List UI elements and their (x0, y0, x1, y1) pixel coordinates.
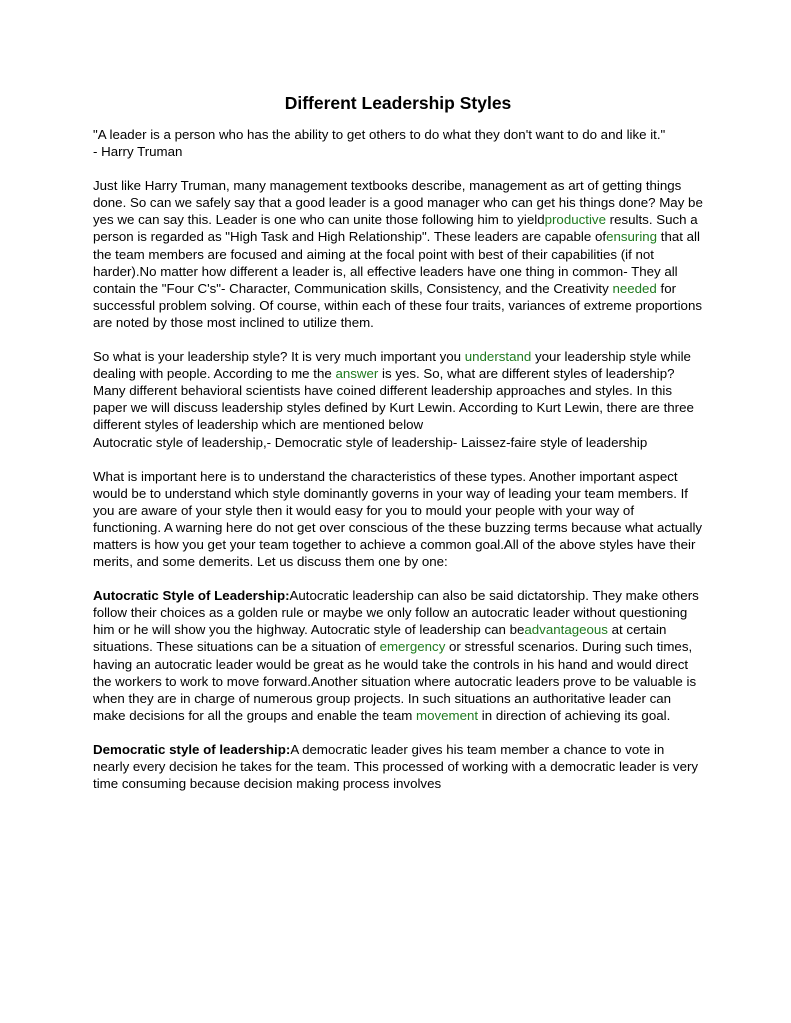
democratic-paragraph (93, 741, 703, 792)
styles-paragraph (93, 348, 703, 451)
link-productive[interactable]: productive (544, 212, 606, 228)
democratic-heading: Democratic style of leadership: (93, 741, 291, 757)
link-movement[interactable]: movement (416, 707, 479, 723)
document-title: Different Leadership Styles (284, 93, 512, 113)
quote-paragraph (93, 126, 703, 160)
text-run: at certain situations. These situations can be a situation of (93, 622, 667, 655)
autocratic-paragraph (93, 587, 703, 724)
text-run: Autocratic leadership can also be said dictatorship. They make others follow their choices as a golden rule or maybe we only follow an autocratic leader without questioning him or he will show you the highway. Autocratic style of leadership can be (93, 588, 699, 638)
text-run: for successful problem solving. Of course, within each of these four traits, variances of extreme proportions are noted by those most inclined to utilize them. (93, 280, 702, 330)
characteristics-paragraph: What is important here is to understand the characteristics of these types. Another important aspect would be to understand which style dominantly governs in your way of leading your team members. If you are aware of your style then it would easy for you to mould your people with your way of functioning. A warning here do not get over conscious of the these buzzing terms because what actually matters is how you get your team together to achieve a common goal.All of the above styles have their merits, and some demerits. Let us discuss them one by one: (93, 468, 703, 570)
text-run: your leadership style while dealing with people. According to me the (93, 349, 691, 382)
document-page (93, 92, 703, 809)
link-understand[interactable]: understand (464, 349, 532, 365)
styles-list-line: Autocratic style of leadership,- Democratic style of leadership- Laissez-faire style of leadership (93, 434, 648, 450)
link-emergency[interactable]: emergency (379, 639, 446, 655)
quote-author: - Harry Truman (93, 144, 183, 160)
text-run: in direction of achieving its goal. (478, 707, 671, 723)
link-ensuring[interactable]: ensuring (606, 229, 658, 245)
text-run: Just like Harry Truman, many management textbooks describe, management as art of getting things done. So can we safely say that a good leader is a good manager who can get his things done? May be yes we can say this. Leader is one who can unite those following him to yield (93, 178, 703, 228)
link-needed[interactable]: needed (612, 280, 657, 296)
text-run: or stressful scenarios. During such times, having an autocratic leader would be great as he would take the controls in his hand and would direct the workers to work to move forward.Another situation where autocratic leaders prove to be valuable is when they are in charge of numerous group projects. In such situations an authoritative leader can make decisions for all the groups and enable the team (93, 639, 697, 723)
quote-text: "A leader is a person who has the ability to get others to do what they don't want to do and like it." (93, 127, 666, 142)
text-run: A democratic leader gives his team member a chance to vote in nearly every decision he takes for the team. This processed of working with a democratic leader is very time consuming because decision making process involves (93, 741, 699, 792)
intro-paragraph (93, 177, 703, 331)
link-advantageous[interactable]: advantageous (524, 622, 608, 638)
link-answer[interactable]: answer (335, 366, 379, 382)
autocratic-heading: Autocratic Style of Leadership: (93, 588, 290, 604)
text-run: is yes. So, what are different styles of leadership? Many different behavioral scientists have coined different leadership approaches and styles. In this paper we will discuss leadership styles defined by Kurt Lewin. According to Kurt Lewin, there are three different styles of leadership which are mentioned below (93, 366, 694, 433)
text-run: results. Such a person is regarded as "High Task and High Relationship". These leaders are capable of (93, 212, 698, 245)
text-run: that all the team members are focused and aiming at the focal point with best of their capabilities (if not harder).No matter how different a leader is, all effective leaders have one thing in common- They all contain the "Four C's"- Character, Communication skills, Consistency, and the Creativity (93, 229, 700, 296)
text-run: So what is your leadership style? It is very much important you (93, 349, 465, 365)
